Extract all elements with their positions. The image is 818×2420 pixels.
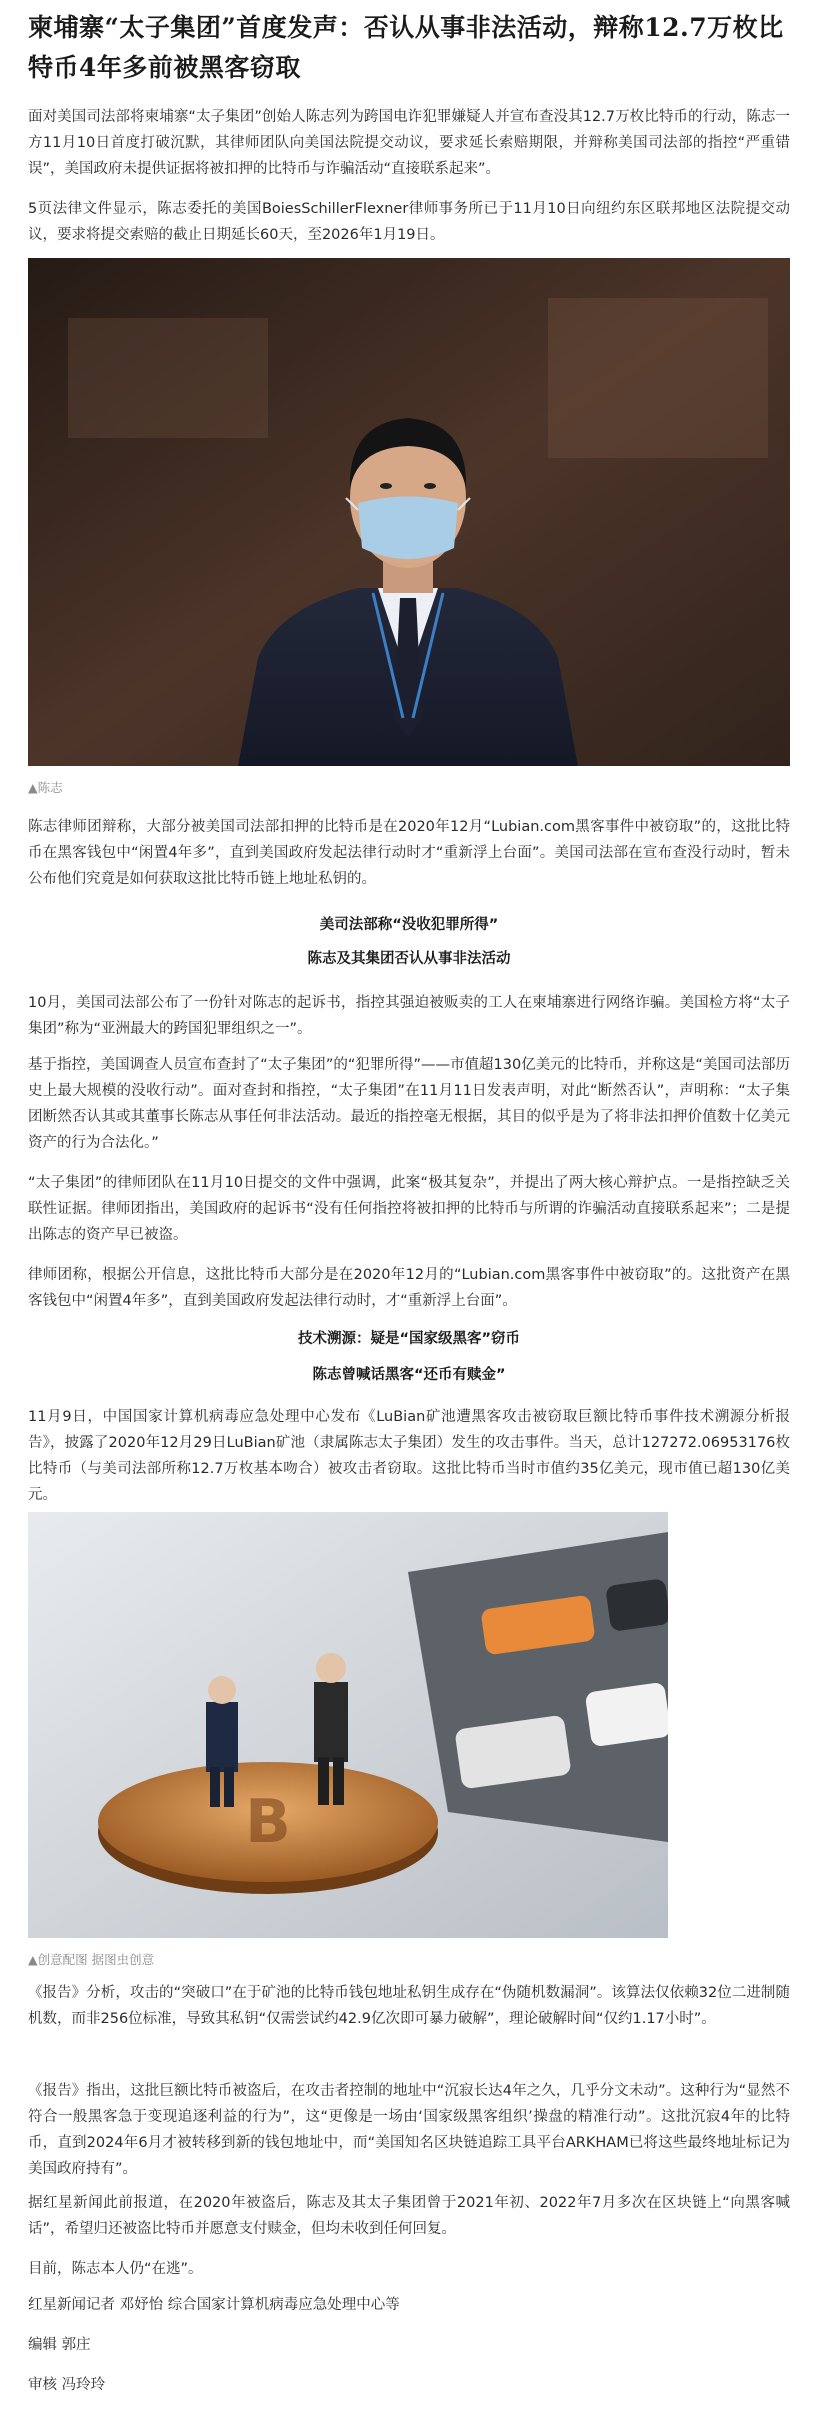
subheading: 技术溯源：疑是“国家级黑客”窃币 <box>297 1331 521 1347</box>
subheading: 陈志及其集团否认从事非法活动 <box>307 951 511 967</box>
paragraph: 基于指控，美国调查人员宣布查封了“太子集团”的“犯罪所得”——市值超130亿美元的比特币，并称这是“美国司法部历史上最大规模的没收行动”。面对查封和指控，“太子集团”在11月11日发表声明，对此“断然否认”，声明称：“太子集团断然否认其或其董事长陈志从事任何非法活动。最近的指控毫无根据，其目的似乎是为了将非法扣押价值数十亿美元资产的行为合法化。” <box>28 1057 790 1151</box>
paragraph: 面对美国司法部将柬埔寨“太子集团”创始人陈志列为跨国电诈犯罪嫌疑人并宣布查没其12.7万枚比特币的行动，陈志一方11月10日首度打破沉默，其律师团队向美国法院提交动议，要求延长索赔期限，并辩称美国司法部的指控“严重错误”，美国政府未提供证据将被扣押的比特币与诈骗活动“直接联系起来”。 <box>28 109 790 177</box>
paragraph: “太子集团”的律师团队在11月10日提交的文件中强调，此案“极其复杂”，并提出了两大核心辩护点。一是指控缺乏关联性证据。律师团指出，美国政府的起诉书“没有任何指控将被扣押的比特币与所谓的诈骗活动直接联系起来”；二是提出陈志的资产早已被盗。 <box>28 1175 790 1243</box>
bitcoin-photo <box>28 1512 668 1938</box>
reporter-credit: 红星新闻记者 邓妤怡 综合国家计算机病毒应急处理中心等 <box>28 2297 400 2313</box>
subheading: 陈志曾喊话黑客“还币有赎金” <box>312 1367 506 1383</box>
photo-caption: ▲陈志 <box>28 780 63 795</box>
paragraph: 目前，陈志本人仍“在逃”。 <box>28 2261 203 2277</box>
paragraph: 11月9日，中国国家计算机病毒应急处理中心发布《LuBian矿池遭黑客攻击被窃取巨额比特币事件技术溯源分析报告》，披露了2020年12月29日LuBian矿池（隶属陈志太子集团）发生的攻击事件。当天，总计127272.06953176枚比特币（与美司法部所称12.7万枚基本吻合）被攻击者窃取。这批比特币当时市值约35亿美元，现市值已超130亿美元。 <box>28 1409 790 1503</box>
photo-caption: ▲创意配图 据图虫创意 <box>28 1952 155 1967</box>
portrait-photo <box>28 258 790 766</box>
paragraph: 《报告》分析，攻击的“突破口”在于矿池的比特币钱包地址私钥生成存在“伪随机数漏洞”。该算法仅依赖32位二进制随机数，而非256位标准，导致其私钥“仅需尝试约42.9亿次即可暴力破解”，理论破解时间“仅约1.17小时”。 <box>28 1985 790 2027</box>
svg-text:B: B <box>245 1787 291 1857</box>
reviewer-credit: 审核 冯玲玲 <box>28 2377 106 2393</box>
paragraph: 5页法律文件显示，陈志委托的美国BoiesSchillerFlexner律师事务所已于11月10日向纽约东区联邦地区法院提交动议，要求将提交索赔的截止日期延长60天，至2026年1月19日。 <box>28 201 790 243</box>
paragraph: 律师团称，根据公开信息，这批比特币大部分是在2020年12月的“Lubian.com黑客事件中被窃取”的。这批资产在黑客钱包中“闲置4年多”，直到美国政府发起法律行动时，才“重新浮上台面”。 <box>28 1267 790 1309</box>
article-title: 柬埔寨“太子集团”首度发声：否认从事非法活动，辩称12.7万枚比特币4年多前被黑客窃取 <box>28 13 784 82</box>
paragraph: 据红星新闻此前报道，在2020年被盗后，陈志及其太子集团曾于2021年初、2022年7月多次在区块链上“向黑客喊话”，希望归还被盗比特币并愿意支付赎金，但均未收到任何回复。 <box>28 2195 791 2237</box>
paragraph: 陈志律师团辩称，大部分被美国司法部扣押的比特币是在2020年12月“Lubian.com黑客事件中被窃取”的，这批比特币在黑客钱包中“闲置4年多”，直到美国政府发起法律行动时才“重新浮上台面”。美国司法部在宣布查没行动时，暂未公布他们究竟是如何获取这批比特币链上地址私钥的。 <box>28 819 790 887</box>
subheading: 美司法部称“没收犯罪所得” <box>319 917 499 933</box>
paragraph: 10月，美国司法部公布了一份针对陈志的起诉书，指控其强迫被贩卖的工人在柬埔寨进行网络诈骗。美国检方将“太子集团”称为“亚洲最大的跨国犯罪组织之一”。 <box>28 995 790 1037</box>
paragraph: 《报告》指出，这批巨额比特币被盗后，在攻击者控制的地址中“沉寂长达4年之久，几乎分文未动”。这种行为“显然不符合一般黑客急于变现追逐利益的行为”，这“更像是一场由‘国家级黑客组织’操盘的精准行动”。这批沉寂4年的比特币，直到2024年6月才被转移到新的钱包地址中，而“美国知名区块链追踪工具平台ARKHAM已将这些最终地址标记为美国政府持有”。 <box>28 2083 790 2177</box>
editor-credit: 编辑 郭庄 <box>28 2337 91 2353</box>
